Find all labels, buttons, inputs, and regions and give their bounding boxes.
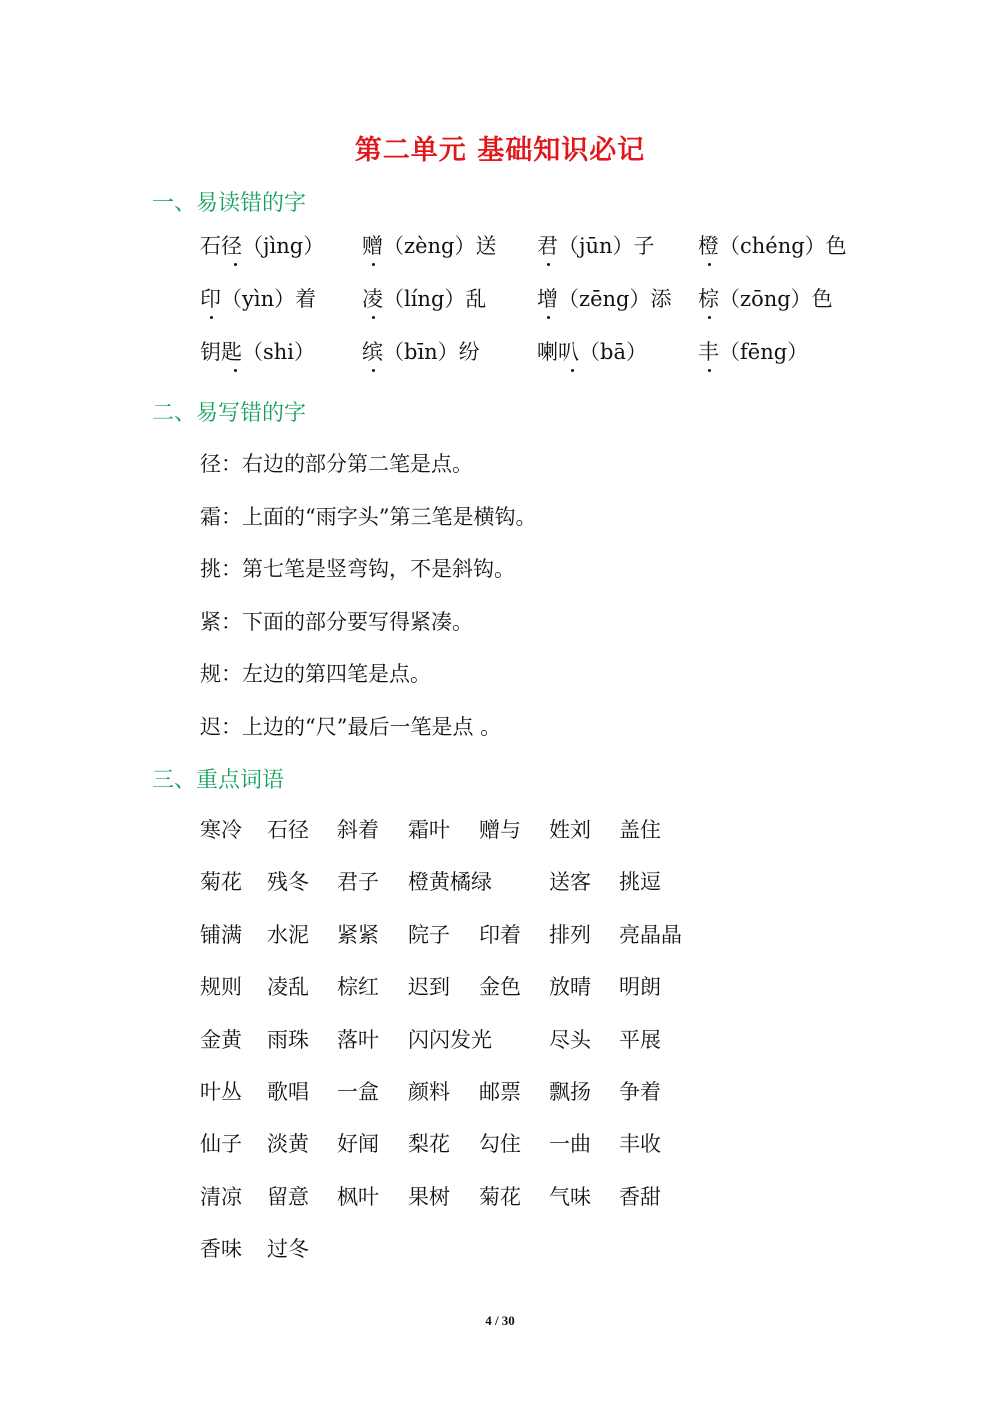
vocab-word: 挑逗 [619, 870, 661, 895]
vocab-word: 邮票 [479, 1080, 521, 1104]
vocab-word: 明朗 [619, 975, 661, 1000]
emphasis-dot [234, 369, 237, 372]
page-number: 4 / 30 [485, 1313, 515, 1328]
reading-item: 橙（chéng）色 [698, 234, 847, 258]
vocab-word: 雨珠 [267, 1027, 309, 1052]
section-heading-readings: 一、易读错的字 [152, 191, 307, 216]
vocab-word: 迟到 [408, 975, 450, 1000]
vocab-word: 叶丛 [200, 1080, 242, 1104]
vocab-word: 送客 [549, 870, 591, 895]
vocab-word: 君子 [337, 870, 379, 895]
reading-item: 喇叭（bā） [537, 340, 647, 364]
vocab-word: 香味 [200, 1237, 242, 1262]
vocab-word: 枫叶 [337, 1184, 379, 1209]
vocab-word: 亮晶晶 [619, 922, 682, 947]
vocab-word: 排列 [549, 922, 591, 947]
vocab-word: 丰收 [619, 1132, 661, 1157]
vocab-word: 规则 [200, 975, 242, 1000]
vocab-word: 金黄 [200, 1027, 242, 1052]
vocab-word: 石径 [267, 818, 309, 842]
vocab-word: 尽头 [549, 1027, 591, 1052]
vocab-word: 争着 [619, 1080, 661, 1104]
vocab-word: 一曲 [549, 1132, 591, 1157]
vocab-word: 香甜 [619, 1184, 661, 1209]
reading-item: 丰（fēng） [698, 340, 809, 364]
emphasis-dot [372, 369, 375, 372]
vocab-word: 勾住 [479, 1132, 521, 1157]
vocab-word: 平展 [619, 1027, 661, 1052]
vocab-word: 菊花 [479, 1184, 521, 1209]
emphasis-dot [372, 316, 375, 319]
writing-note: 挑：第七笔是竖弯钩，不是斜钩。 [200, 557, 515, 581]
emphasis-dot [708, 263, 711, 266]
vocab-word: 棕红 [337, 975, 379, 1000]
vocab-word: 紧紧 [337, 922, 379, 947]
vocab-word: 印着 [479, 922, 521, 947]
vocab-word: 放晴 [549, 975, 591, 1000]
emphasis-dot [571, 369, 574, 372]
vocab-word: 赠与 [479, 818, 521, 842]
page-title: 第二单元 基础知识必记 [354, 135, 646, 166]
vocab-word: 寒冷 [200, 818, 242, 842]
vocab-word: 气味 [549, 1184, 591, 1209]
vocab-word: 果树 [408, 1184, 450, 1209]
vocab-word: 凌乱 [267, 975, 309, 1000]
writing-note: 霜：上面的“雨字头”第三笔是横钩。 [200, 504, 537, 529]
vocab-word: 姓刘 [549, 818, 591, 842]
emphasis-dot [210, 316, 213, 319]
emphasis-dot [547, 263, 550, 266]
reading-item: 石径（jìng） [200, 234, 325, 258]
vocab-word: 飘扬 [549, 1080, 591, 1104]
emphasis-dot [547, 316, 550, 319]
vocab-word: 梨花 [408, 1132, 450, 1157]
vocab-word: 闪闪发光 [408, 1027, 492, 1052]
vocab-word: 盖住 [619, 818, 661, 842]
writing-note: 径：右边的部分第二笔是点。 [200, 452, 473, 476]
vocab-word: 淡黄 [267, 1132, 309, 1157]
vocab-word: 霜叶 [408, 818, 450, 842]
writing-note: 迟：上边的“尺”最后一笔是点 。 [200, 714, 502, 739]
writing-note: 紧：下面的部分要写得紧凑。 [200, 609, 473, 634]
emphasis-dot [708, 316, 711, 319]
vocab-word: 斜着 [337, 818, 379, 842]
reading-item: 棕（zōng）色 [698, 287, 833, 311]
vocab-word: 一盒 [337, 1080, 379, 1104]
vocab-word: 留意 [267, 1184, 309, 1209]
emphasis-dot [708, 369, 711, 372]
vocab-word: 橙黄橘绿 [408, 870, 492, 895]
section-heading-vocab: 三、重点词语 [152, 768, 285, 793]
writing-note: 规：左边的第四笔是点。 [200, 662, 431, 686]
vocab-word: 过冬 [267, 1237, 309, 1262]
vocab-word: 落叶 [337, 1027, 379, 1052]
vocab-word: 金色 [479, 975, 521, 1000]
vocab-word: 水泥 [267, 922, 309, 947]
vocab-word: 颜料 [408, 1080, 450, 1104]
reading-item: 凌（líng）乱 [362, 287, 487, 311]
vocab-word: 好闻 [337, 1132, 379, 1157]
reading-item: 缤（bīn）纷 [362, 340, 480, 364]
vocab-word: 铺满 [200, 922, 242, 947]
reading-item: 赠（zèng）送 [362, 234, 497, 258]
vocab-word: 仙子 [200, 1132, 242, 1157]
reading-item: 钥匙（shi） [200, 340, 316, 364]
vocab-word: 菊花 [200, 870, 242, 895]
emphasis-dot [372, 263, 375, 266]
vocab-word: 院子 [408, 922, 450, 947]
vocab-word: 歌唱 [267, 1080, 309, 1104]
reading-item: 君（jūn）子 [537, 234, 655, 258]
vocab-word: 清凉 [200, 1184, 242, 1209]
vocab-word: 残冬 [267, 870, 309, 895]
reading-item: 印（yìn）着 [200, 287, 317, 311]
emphasis-dot [234, 263, 237, 266]
section-heading-writing: 二、易写错的字 [152, 401, 307, 426]
reading-item: 增（zēng）添 [537, 287, 672, 311]
